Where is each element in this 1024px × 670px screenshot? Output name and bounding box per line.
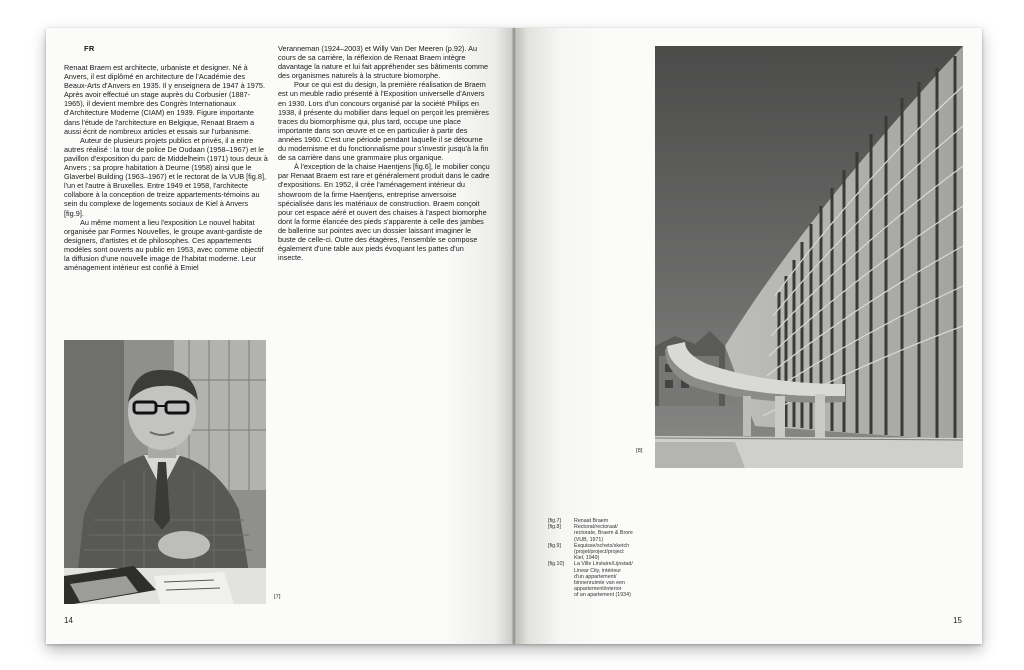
figure-captions xyxy=(548,518,658,599)
caption-row xyxy=(548,561,658,598)
portrait-illustration xyxy=(64,340,266,604)
portrait-photo xyxy=(64,340,266,604)
figure-label: [8] xyxy=(636,448,643,454)
paragraph: Auteur de plusieurs projets publics et privés, il a entre autres réalisé : la tour de police De Oudaan (1958–1967) et le pavillon d'exposition du parc de Middelheim (1971) tous deux à Anvers ; sa propre habitation à Deurne (1958) ainsi que le Glaverbel Building (1963–1967) et le rectorat de la VUB [fig.8], l'un et l'autre à Bruxelles. Entre 1949 et 1958, l'architecte collabore à la conception de treize appartements-témoins au sein du complexe de logements sociaux de Kiel à Anvers [fig.9]. xyxy=(64,135,268,218)
page-number: 14 xyxy=(64,616,73,625)
book-spread xyxy=(46,28,982,644)
text-column-1 xyxy=(64,63,269,272)
building-photo xyxy=(655,46,963,468)
paragraph: Au même moment a lieu l'exposition Le nouvel habitat organisée par Formes Nouvelles, le groupe avant-gardiste de designers, d'artistes et de philosophes. Ces appartements modèles sont ouverts au public en 1953, avec comme objectif la diffusion d'une nouvelle image de l'habitat moderne. Leur aménagement intérieur est confié à Emiel xyxy=(64,217,264,273)
caption-number: [fig.10] xyxy=(548,561,564,568)
caption-number: [fig.8] xyxy=(548,524,561,531)
caption-text: Rectorat/rectoraat/ rectorate, Braem & Brore (VUB, 1971) xyxy=(574,524,633,543)
book-gutter xyxy=(511,28,517,644)
caption-text: Esquisse/schets/sketch (projet/project/project Kiel, 1949) xyxy=(574,542,630,562)
figure-label: [7] xyxy=(274,594,281,600)
left-page xyxy=(46,28,514,644)
paragraph: Veranneman (1924–2003) et Willy Van Der Meeren (p.92). Au cours de sa carrière, la réflexion de Renaat Braem intègre davantage la nature et lui fait appréhender ses bâtiments comme des organismes naturels à la structure biomorphe. xyxy=(278,44,489,81)
caption-row xyxy=(548,543,658,562)
paragraph: Renaat Braem est architecte, urbaniste et designer. Né à Anvers, il est diplômé en architecture de l'Académie des Beaux-Arts d'Anvers en 1935. Il y enseignera de 1947 à 1975. Après avoir effectué un stage auprès du Corbusier (1887-1965), il devient membre des Congrès Internationaux d'Architecture Moderne (CIAM) en 1939. Figure importante dans l'étude de l'architecture en Belgique, Renaat Braem a aussi écrit de nombreux articles et essais sur l'urbanisme. xyxy=(64,63,265,136)
page-number: 15 xyxy=(953,616,962,625)
text-column-2 xyxy=(278,44,490,262)
caption-text: Renaat Braem xyxy=(574,518,609,524)
caption-text: La Ville Linéaire/Lijnstad/ Linear City, intérieur d'un appartement/ binnenruimte van een appartement/interior of an apartement (1934) xyxy=(574,561,633,599)
paragraph: Pour ce qui est du design, la première réalisation de Braem est un meuble radio présenté à l'Exposition universelle d'Anvers en 1930. Lors d'un concours organisé par la société Philips en 1938, il présente du mobilier dans lequel on perçoit les premières traces du biomorphisme qui, plus tard, occupe une place importante dans son œuvre et ce en particulier à partir des années 1960. C'est une période pendant laquelle il se détourne du modernisme et du fonctionnalisme pour s'investir jusqu'à la fin de sa carrière dans une grammaire plus organique. xyxy=(278,80,489,163)
caption-number: [fig.7] xyxy=(548,518,561,524)
caption-number: [fig.9] xyxy=(548,542,561,549)
language-label: FR xyxy=(84,44,95,53)
building-illustration xyxy=(655,46,963,468)
caption-row xyxy=(548,524,658,543)
paragraph: À l'exception de la chaise Haentjens [fig.6], le mobilier conçu par Renaat Braem est rare et généralement produit dans le cadre d'expositions. En 1952, il crée l'aménagement intérieur du showroom de la firme Haentjens, entreprise anversoise spécialisée dans les matériaux de construction. Braem conçoit pour cet espace aéré et ouvert des chaises à l'aspect biomorphe dont la forme élancée des pieds s'apparente à celle des jambes de ballerine sur pointes avec un dossier laissant imaginer le buste de celle-ci. Outre des étagères, l'ensemble se compose également d'une table aux pieds évoquant les pattes d'un insecte. xyxy=(278,162,490,263)
